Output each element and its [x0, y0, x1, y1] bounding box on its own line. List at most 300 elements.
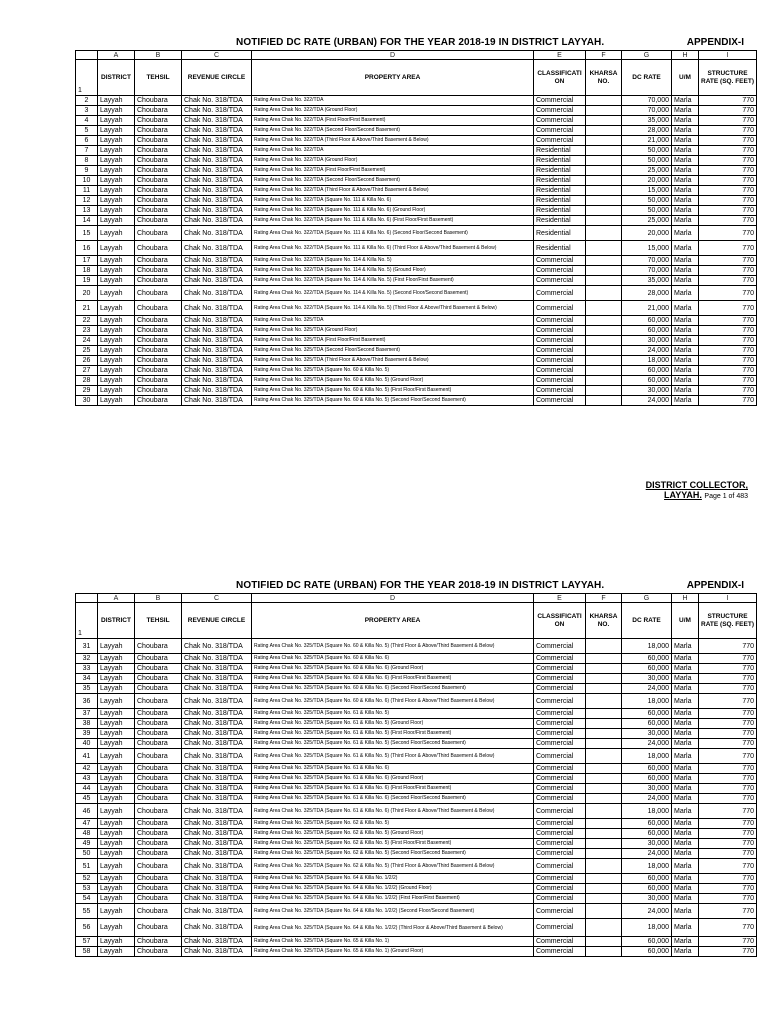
cell-property-area: Rating Area Chak No. 325/TDA (Square No. 60 & Killa No. 6) (Third Floor & Above/Third Basement & Below) [252, 694, 534, 709]
cell-structure-rate: 770 [699, 937, 757, 947]
table-row [76, 684, 757, 694]
cell-classification: Commercial [534, 684, 586, 694]
cell-district: Layyah [98, 839, 135, 849]
page-header [0, 580, 768, 594]
cell-dc-rate: 50,000 [622, 156, 672, 166]
cell-structure-rate: 770 [699, 166, 757, 176]
column-letter: C [182, 51, 252, 60]
row-number: 30 [76, 396, 98, 406]
cell-district: Layyah [98, 664, 135, 674]
cell-property-area: Rating Area Chak No. 325/TDA (Square No. 61 & Killa No. 6) (First Floor/First Basement) [252, 784, 534, 794]
cell-tehsil: Choubara [135, 206, 182, 216]
cell-tehsil: Choubara [135, 764, 182, 774]
table-row [76, 116, 757, 126]
cell-classification: Commercial [534, 729, 586, 739]
row-number: 53 [76, 884, 98, 894]
cell-revenue-circle: Chak No. 318/TDA [182, 684, 252, 694]
header-unit: U/M [672, 60, 699, 96]
cell-property-area: Rating Area Chak No. 322/TDA (Third Floor & Above/Third Basement & Below) [252, 186, 534, 196]
cell-revenue-circle: Chak No. 318/TDA [182, 919, 252, 937]
row-number: 28 [76, 376, 98, 386]
cell-property-area: Rating Area Chak No. 322/TDA (First Floor/First Basement) [252, 116, 534, 126]
cell-structure-rate: 770 [699, 256, 757, 266]
cell-structure-rate: 770 [699, 156, 757, 166]
cell-classification: Commercial [534, 276, 586, 286]
cell-structure-rate: 770 [699, 126, 757, 136]
cell-classification: Residential [534, 196, 586, 206]
cell-district: Layyah [98, 639, 135, 654]
cell-revenue-circle: Chak No. 318/TDA [182, 276, 252, 286]
header-revenue-circle: REVENUE CIRCLE [182, 60, 252, 96]
cell-classification: Commercial [534, 386, 586, 396]
column-letter: A [98, 51, 135, 60]
page-title: NOTIFIED DC RATE (URBAN) FOR THE YEAR 2018-19 IN DISTRICT LAYYAH. [236, 37, 605, 48]
cell-classification: Commercial [534, 919, 586, 937]
cell-revenue-circle: Chak No. 318/TDA [182, 241, 252, 256]
cell-khasra-no [586, 839, 622, 849]
cell-khasra-no [586, 241, 622, 256]
cell-structure-rate: 770 [699, 839, 757, 849]
cell-khasra-no [586, 709, 622, 719]
cell-unit: Marla [672, 829, 699, 839]
row-number: 36 [76, 694, 98, 709]
row-number: 38 [76, 719, 98, 729]
cell-revenue-circle: Chak No. 318/TDA [182, 839, 252, 849]
cell-classification: Commercial [534, 884, 586, 894]
column-letter: E [534, 51, 586, 60]
cell-revenue-circle: Chak No. 318/TDA [182, 366, 252, 376]
cell-khasra-no [586, 664, 622, 674]
cell-structure-rate: 770 [699, 356, 757, 366]
cell-structure-rate: 770 [699, 96, 757, 106]
cell-property-area: Rating Area Chak No. 325/TDA (Square No. 61 & Killa No. 5) (First Floor/First Basement) [252, 729, 534, 739]
row-number: 40 [76, 739, 98, 749]
cell-khasra-no [586, 874, 622, 884]
table-row [76, 156, 757, 166]
table-row [76, 196, 757, 206]
cell-structure-rate: 770 [699, 819, 757, 829]
row-number: 3 [76, 106, 98, 116]
cell-dc-rate: 21,000 [622, 136, 672, 146]
cell-property-area: Rating Area Chak No. 322/TDA (Square No. 111 & Killa No. 6) (Third Floor & Above/Third Basement & Below) [252, 241, 534, 256]
cell-dc-rate: 50,000 [622, 206, 672, 216]
page-header [0, 37, 768, 51]
cell-structure-rate: 770 [699, 894, 757, 904]
cell-revenue-circle: Chak No. 318/TDA [182, 146, 252, 156]
cell-khasra-no [586, 116, 622, 126]
cell-structure-rate: 770 [699, 301, 757, 316]
cell-revenue-circle: Chak No. 318/TDA [182, 106, 252, 116]
cell-property-area: Rating Area Chak No. 325/TDA (Square No. 64 & Killa No. 1/2/2) (Second Floor/Second Basement) [252, 904, 534, 919]
column-letter: G [622, 594, 672, 603]
cell-structure-rate: 770 [699, 674, 757, 684]
cell-revenue-circle: Chak No. 318/TDA [182, 326, 252, 336]
cell-revenue-circle: Chak No. 318/TDA [182, 937, 252, 947]
row-number: 8 [76, 156, 98, 166]
cell-tehsil: Choubara [135, 829, 182, 839]
cell-dc-rate: 60,000 [622, 947, 672, 957]
cell-district: Layyah [98, 654, 135, 664]
document-page-2 [0, 520, 768, 1024]
cell-structure-rate: 770 [699, 859, 757, 874]
table-row [76, 937, 757, 947]
cell-tehsil: Choubara [135, 709, 182, 719]
cell-district: Layyah [98, 346, 135, 356]
cell-dc-rate: 24,000 [622, 794, 672, 804]
cell-district: Layyah [98, 226, 135, 241]
cell-unit: Marla [672, 346, 699, 356]
cell-structure-rate: 770 [699, 326, 757, 336]
cell-tehsil: Choubara [135, 849, 182, 859]
cell-khasra-no [586, 186, 622, 196]
cell-property-area: Rating Area Chak No. 322/TDA (Square No. 114 & Killa No. 5) (Second Floor/Second Basement) [252, 286, 534, 301]
row-number: 47 [76, 819, 98, 829]
cell-dc-rate: 18,000 [622, 804, 672, 819]
cell-unit: Marla [672, 794, 699, 804]
table-row [76, 276, 757, 286]
cell-classification: Commercial [534, 256, 586, 266]
cell-structure-rate: 770 [699, 884, 757, 894]
cell-unit: Marla [672, 356, 699, 366]
cell-dc-rate: 60,000 [622, 937, 672, 947]
column-letter-row [76, 51, 757, 60]
cell-unit: Marla [672, 729, 699, 739]
cell-tehsil: Choubara [135, 729, 182, 739]
table-row [76, 654, 757, 664]
table-row [76, 694, 757, 709]
cell-classification: Commercial [534, 674, 586, 684]
cell-dc-rate: 15,000 [622, 241, 672, 256]
cell-khasra-no [586, 106, 622, 116]
cell-revenue-circle: Chak No. 318/TDA [182, 819, 252, 829]
cell-unit: Marla [672, 106, 699, 116]
cell-structure-rate: 770 [699, 729, 757, 739]
cell-revenue-circle: Chak No. 318/TDA [182, 136, 252, 146]
cell-structure-rate: 770 [699, 829, 757, 839]
table-row [76, 774, 757, 784]
cell-unit: Marla [672, 694, 699, 709]
cell-dc-rate: 60,000 [622, 654, 672, 664]
cell-revenue-circle: Chak No. 318/TDA [182, 639, 252, 654]
cell-district: Layyah [98, 739, 135, 749]
cell-classification: Commercial [534, 396, 586, 406]
cell-dc-rate: 60,000 [622, 829, 672, 839]
row-number: 9 [76, 166, 98, 176]
cell-khasra-no [586, 937, 622, 947]
cell-classification: Commercial [534, 947, 586, 957]
cell-property-area: Rating Area Chak No. 325/TDA (Square No. 62 & Killa No. 5) [252, 819, 534, 829]
cell-tehsil: Choubara [135, 859, 182, 874]
table-row [76, 301, 757, 316]
cell-structure-rate: 770 [699, 386, 757, 396]
row-number: 20 [76, 286, 98, 301]
cell-classification: Commercial [534, 764, 586, 774]
cell-dc-rate: 15,000 [622, 186, 672, 196]
cell-unit: Marla [672, 804, 699, 819]
table-row [76, 226, 757, 241]
cell-dc-rate: 30,000 [622, 386, 672, 396]
cell-unit: Marla [672, 176, 699, 186]
row-number: 55 [76, 904, 98, 919]
cell-property-area: Rating Area Chak No. 325/TDA (Square No. 61 & Killa No. 5) (Second Floor/Second Basement) [252, 739, 534, 749]
cell-dc-rate: 60,000 [622, 884, 672, 894]
cell-property-area: Rating Area Chak No. 325/TDA (Ground Floor) [252, 326, 534, 336]
column-letter: G [622, 51, 672, 60]
cell-property-area: Rating Area Chak No. 322/TDA (Square No. 114 & Killa No. 5) (Third Floor & Above/Third Basement & Below) [252, 301, 534, 316]
cell-property-area: Rating Area Chak No. 325/TDA (Square No. 60 & Killa No. 5) (Second Floor/Second Basement) [252, 396, 534, 406]
cell-revenue-circle: Chak No. 318/TDA [182, 894, 252, 904]
cell-tehsil: Choubara [135, 301, 182, 316]
cell-district: Layyah [98, 694, 135, 709]
cell-classification: Commercial [534, 694, 586, 709]
appendix-label: APPENDIX-I [686, 37, 744, 48]
header-structure-rate: STRUCTURE RATE (SQ. FEET) [699, 603, 757, 639]
row-number: 13 [76, 206, 98, 216]
cell-dc-rate: 24,000 [622, 739, 672, 749]
cell-structure-rate: 770 [699, 794, 757, 804]
cell-district: Layyah [98, 794, 135, 804]
cell-dc-rate: 60,000 [622, 326, 672, 336]
cell-classification: Commercial [534, 356, 586, 366]
table-row [76, 764, 757, 774]
cell-district: Layyah [98, 256, 135, 266]
row-number: 58 [76, 947, 98, 957]
cell-tehsil: Choubara [135, 366, 182, 376]
table-row [76, 709, 757, 719]
cell-property-area: Rating Area Chak No. 322/TDA (Square No. 111 & Killa No. 6) (Second Floor/Second Basement) [252, 226, 534, 241]
cell-tehsil: Choubara [135, 106, 182, 116]
cell-district: Layyah [98, 764, 135, 774]
cell-unit: Marla [672, 301, 699, 316]
cell-khasra-no [586, 684, 622, 694]
cell-district: Layyah [98, 301, 135, 316]
cell-khasra-no [586, 346, 622, 356]
cell-dc-rate: 30,000 [622, 336, 672, 346]
cell-classification: Commercial [534, 336, 586, 346]
cell-unit: Marla [672, 764, 699, 774]
header-property-area: PROPERTY AREA [252, 60, 534, 96]
cell-dc-rate: 60,000 [622, 709, 672, 719]
cell-structure-rate: 770 [699, 186, 757, 196]
cell-khasra-no [586, 376, 622, 386]
cell-tehsil: Choubara [135, 794, 182, 804]
cell-district: Layyah [98, 276, 135, 286]
row-number: 25 [76, 346, 98, 356]
cell-property-area: Rating Area Chak No. 325/TDA (Square No. 62 & Killa No. 5) (Ground Floor) [252, 829, 534, 839]
cell-revenue-circle: Chak No. 318/TDA [182, 376, 252, 386]
cell-district: Layyah [98, 186, 135, 196]
cell-unit: Marla [672, 919, 699, 937]
table-row [76, 664, 757, 674]
cell-classification: Commercial [534, 126, 586, 136]
cell-district: Layyah [98, 241, 135, 256]
cell-unit: Marla [672, 276, 699, 286]
row-number: 32 [76, 654, 98, 664]
cell-structure-rate: 770 [699, 316, 757, 326]
cell-revenue-circle: Chak No. 318/TDA [182, 849, 252, 859]
cell-classification: Commercial [534, 804, 586, 819]
cell-unit: Marla [672, 366, 699, 376]
cell-revenue-circle: Chak No. 318/TDA [182, 356, 252, 366]
cell-classification: Commercial [534, 316, 586, 326]
cell-tehsil: Choubara [135, 947, 182, 957]
cell-structure-rate: 770 [699, 709, 757, 719]
cell-khasra-no [586, 919, 622, 937]
cell-khasra-no [586, 166, 622, 176]
table-row [76, 241, 757, 256]
header-structure-rate: STRUCTURE RATE (SQ. FEET) [699, 60, 757, 96]
cell-tehsil: Choubara [135, 216, 182, 226]
cell-khasra-no [586, 301, 622, 316]
cell-classification: Commercial [534, 286, 586, 301]
cell-unit: Marla [672, 749, 699, 764]
cell-structure-rate: 770 [699, 639, 757, 654]
table-row [76, 336, 757, 346]
cell-tehsil: Choubara [135, 356, 182, 366]
cell-classification: Commercial [534, 376, 586, 386]
cell-structure-rate: 770 [699, 146, 757, 156]
cell-classification: Commercial [534, 739, 586, 749]
cell-khasra-no [586, 336, 622, 346]
table-row [76, 376, 757, 386]
cell-revenue-circle: Chak No. 318/TDA [182, 116, 252, 126]
cell-dc-rate: 25,000 [622, 166, 672, 176]
cell-property-area: Rating Area Chak No. 322/TDA (Ground Floor) [252, 106, 534, 116]
cell-classification: Commercial [534, 937, 586, 947]
table-row [76, 719, 757, 729]
cell-district: Layyah [98, 749, 135, 764]
cell-structure-rate: 770 [699, 919, 757, 937]
cell-district: Layyah [98, 684, 135, 694]
cell-revenue-circle: Chak No. 318/TDA [182, 346, 252, 356]
cell-unit: Marla [672, 904, 699, 919]
cell-unit: Marla [672, 136, 699, 146]
row-number: 14 [76, 216, 98, 226]
cell-revenue-circle: Chak No. 318/TDA [182, 859, 252, 874]
page-title: NOTIFIED DC RATE (URBAN) FOR THE YEAR 2018-19 IN DISTRICT LAYYAH. [236, 580, 605, 591]
cell-tehsil: Choubara [135, 196, 182, 206]
cell-dc-rate: 18,000 [622, 356, 672, 366]
cell-district: Layyah [98, 829, 135, 839]
cell-dc-rate: 60,000 [622, 819, 672, 829]
row-number: 22 [76, 316, 98, 326]
cell-tehsil: Choubara [135, 694, 182, 709]
table-row [76, 794, 757, 804]
cell-unit: Marla [672, 166, 699, 176]
row-number: 17 [76, 256, 98, 266]
cell-khasra-no [586, 196, 622, 206]
header-row [76, 603, 757, 639]
cell-district: Layyah [98, 904, 135, 919]
table-row [76, 874, 757, 884]
cell-revenue-circle: Chak No. 318/TDA [182, 176, 252, 186]
cell-tehsil: Choubara [135, 664, 182, 674]
cell-khasra-no [586, 804, 622, 819]
row-number: 43 [76, 774, 98, 784]
cell-district: Layyah [98, 784, 135, 794]
cell-dc-rate: 18,000 [622, 749, 672, 764]
cell-khasra-no [586, 326, 622, 336]
cell-classification: Residential [534, 146, 586, 156]
cell-property-area: Rating Area Chak No. 322/TDA (Third Floor & Above/Third Basement & Below) [252, 136, 534, 146]
cell-property-area: Rating Area Chak No. 322/TDA [252, 96, 534, 106]
cell-dc-rate: 18,000 [622, 639, 672, 654]
table-row [76, 166, 757, 176]
table-row [76, 804, 757, 819]
cell-dc-rate: 70,000 [622, 256, 672, 266]
cell-district: Layyah [98, 874, 135, 884]
cell-classification: Commercial [534, 346, 586, 356]
cell-unit: Marla [672, 386, 699, 396]
row-number: 31 [76, 639, 98, 654]
cell-classification: Commercial [534, 639, 586, 654]
appendix-label: APPENDIX-I [686, 580, 744, 591]
cell-property-area: Rating Area Chak No. 322/TDA (Square No. 114 & Killa No. 5) [252, 256, 534, 266]
cell-structure-rate: 770 [699, 376, 757, 386]
cell-classification: Commercial [534, 839, 586, 849]
cell-tehsil: Choubara [135, 241, 182, 256]
cell-khasra-no [586, 206, 622, 216]
cell-district: Layyah [98, 176, 135, 186]
cell-structure-rate: 770 [699, 286, 757, 301]
cell-unit: Marla [672, 709, 699, 719]
cell-district: Layyah [98, 894, 135, 904]
cell-structure-rate: 770 [699, 266, 757, 276]
cell-dc-rate: 24,000 [622, 904, 672, 919]
cell-dc-rate: 24,000 [622, 684, 672, 694]
cell-district: Layyah [98, 326, 135, 336]
cell-dc-rate: 60,000 [622, 366, 672, 376]
row-number: 34 [76, 674, 98, 684]
cell-property-area: Rating Area Chak No. 322/TDA (Square No. 114 & Killa No. 5) (Ground Floor) [252, 266, 534, 276]
cell-dc-rate: 60,000 [622, 774, 672, 784]
cell-dc-rate: 60,000 [622, 376, 672, 386]
cell-khasra-no [586, 829, 622, 839]
header-unit: U/M [672, 603, 699, 639]
cell-unit: Marla [672, 206, 699, 216]
cell-unit: Marla [672, 376, 699, 386]
cell-property-area: Rating Area Chak No. 322/TDA (Second Floor/Second Basement) [252, 126, 534, 136]
column-letter: B [135, 51, 182, 60]
row-number: 2 [76, 96, 98, 106]
cell-structure-rate: 770 [699, 947, 757, 957]
column-letter-row [76, 594, 757, 603]
cell-unit: Marla [672, 286, 699, 301]
cell-revenue-circle: Chak No. 318/TDA [182, 256, 252, 266]
row-number: 27 [76, 366, 98, 376]
column-letter: E [534, 594, 586, 603]
cell-tehsil: Choubara [135, 346, 182, 356]
cell-district: Layyah [98, 937, 135, 947]
cell-property-area: Rating Area Chak No. 325/TDA (Square No. 64 & Killa No. 1/2/2) (First Floor/First Basement) [252, 894, 534, 904]
cell-property-area: Rating Area Chak No. 325/TDA (Square No. 60 & Killa No. 5) (Ground Floor) [252, 376, 534, 386]
cell-dc-rate: 60,000 [622, 719, 672, 729]
column-letter: I [699, 594, 757, 603]
row-number: 51 [76, 859, 98, 874]
collector-place: LAYYAH. [664, 490, 702, 500]
cell-khasra-no [586, 884, 622, 894]
header-revenue-circle: REVENUE CIRCLE [182, 603, 252, 639]
cell-district: Layyah [98, 366, 135, 376]
cell-unit: Marla [672, 859, 699, 874]
cell-structure-rate: 770 [699, 276, 757, 286]
table-row [76, 904, 757, 919]
cell-dc-rate: 70,000 [622, 106, 672, 116]
rates-table [75, 593, 757, 957]
cell-tehsil: Choubara [135, 654, 182, 664]
cell-property-area: Rating Area Chak No. 325/TDA (First Floor/First Basement) [252, 336, 534, 346]
cell-dc-rate: 21,000 [622, 301, 672, 316]
